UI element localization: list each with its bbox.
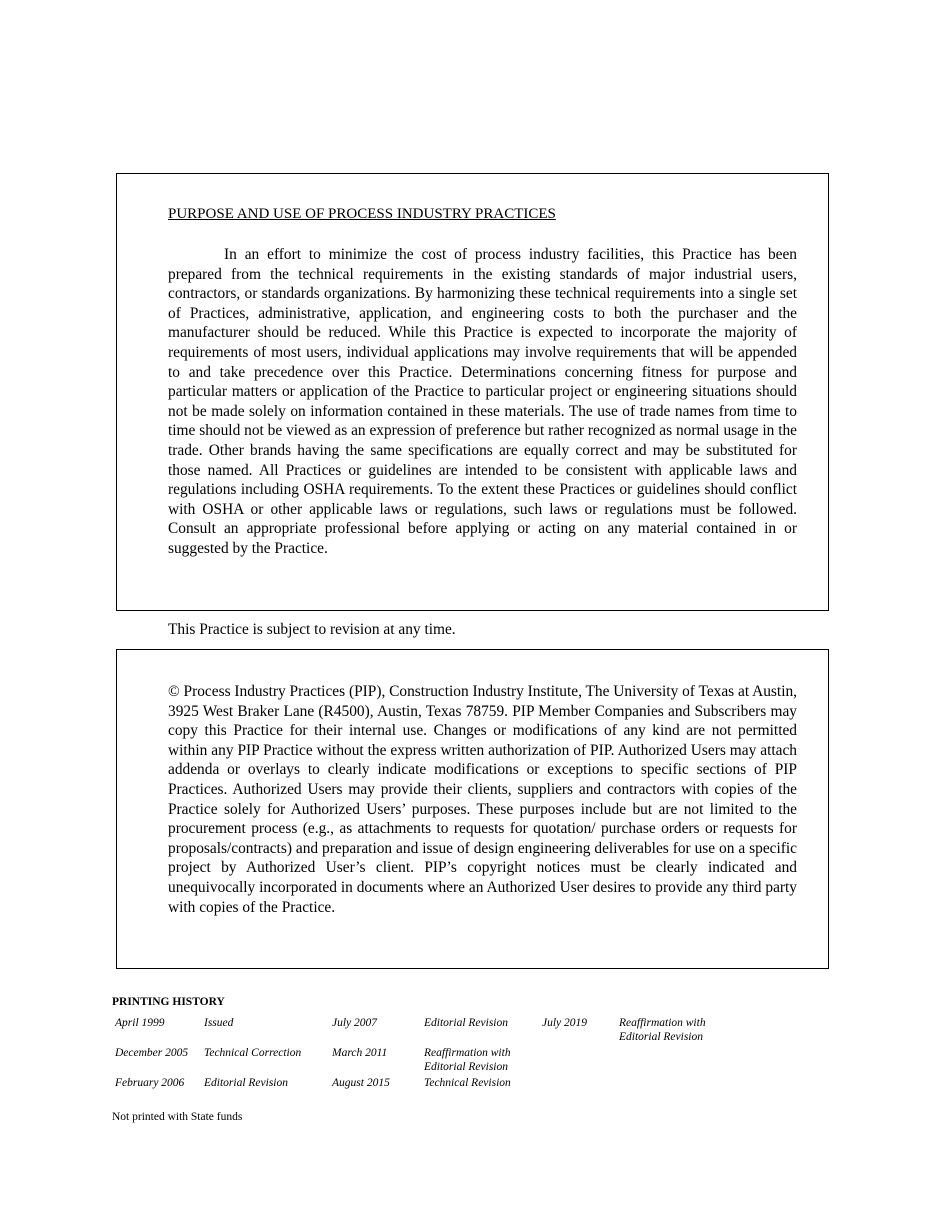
history-description: Reaffirmation with Editorial Revision (424, 1047, 511, 1073)
history-date: August 2015 (332, 1077, 390, 1089)
history-date: July 2007 (332, 1017, 378, 1029)
history-date: February 2006 (115, 1077, 185, 1089)
history-date: July 2019 (542, 1017, 588, 1029)
purpose-box (116, 173, 829, 611)
history-description: Editorial Revision (204, 1077, 289, 1089)
history-description: Reaffirmation with Editorial Revision (619, 1017, 706, 1043)
history-date: December 2005 (115, 1047, 189, 1059)
history-description: Technical Revision (424, 1077, 511, 1089)
purpose-title: PURPOSE AND USE OF PROCESS INDUSTRY PRACTICES (168, 206, 556, 222)
revision-note: This Practice is subject to revision at any time. (168, 621, 456, 638)
printing-history-heading: PRINTING HISTORY (112, 996, 225, 1008)
purpose-body: In an effort to minimize the cost of process industry facilities, this Practice has been prepared from the technical requirements in the existing standards of major industrial users, contractors, or standards organizations. By harmonizing these technical requirements into a single set of Practices, administrative, application, and engineering costs to both the purchaser and the manufacturer should be reduced. While this Practice is expected to incorporate the majority of requirements of most users, individual applications may involve requirements that will be appended to and take precedence over this Practice. Determinations concerning fitness for purpose and particular matters or application of the Practice to particular project or engineering situations should not be made solely on information contained in these materials. The use of trade names from time to time should not be viewed as an expression of preference but rather recognized as normal usage in the trade. Other brands having the same specifications are equally correct and may be substituted for those named. All Practices or guidelines are intended to be consistent with applicable laws and regulations including OSHA requirements. To the extent these Practices or guidelines should conflict with OSHA or other applicable laws or regulations, such laws or regulations must be followed. Consult an appropriate professional before applying or acting on any material contained in or suggested by the Practice. (168, 246, 797, 557)
history-date: March 2011 (332, 1047, 388, 1059)
history-description: Issued (204, 1017, 234, 1029)
copyright-body: © Process Industry Practices (PIP), Construction Industry Institute, The University of Texas at Austin, 3925 West Braker Lane (R4500), Austin, Texas 78759. PIP Member Companies and Subscribers may copy this Practice for their internal use. Changes or modifications of any kind are not permitted within any PIP Practice without the express written authorization of PIP. Authorized Users may attach addenda or overlays to clearly indicate modifications or exceptions to specific sections of PIP Practices. Authorized Users may provide their clients, suppliers and contractors with copies of the Practice solely for Authorized Users’ purposes. These purposes include but are not limited to the procurement process (e.g., as attachments to requests for quotation/ purchase orders or requests for proposals/contracts) and preparation and issue of design engineering deliverables for use on a specific project by Authorized User’s client. PIP’s copyright notices must be clearly indicated and unequivocally incorporated in documents where an Authorized User desires to provide any third party with copies of the Practice. (168, 683, 798, 916)
history-date: April 1999 (115, 1017, 165, 1029)
footer-note: Not printed with State funds (112, 1111, 243, 1123)
history-description: Editorial Revision (424, 1017, 509, 1029)
history-description: Technical Correction (204, 1047, 302, 1059)
copyright-box (116, 649, 829, 969)
